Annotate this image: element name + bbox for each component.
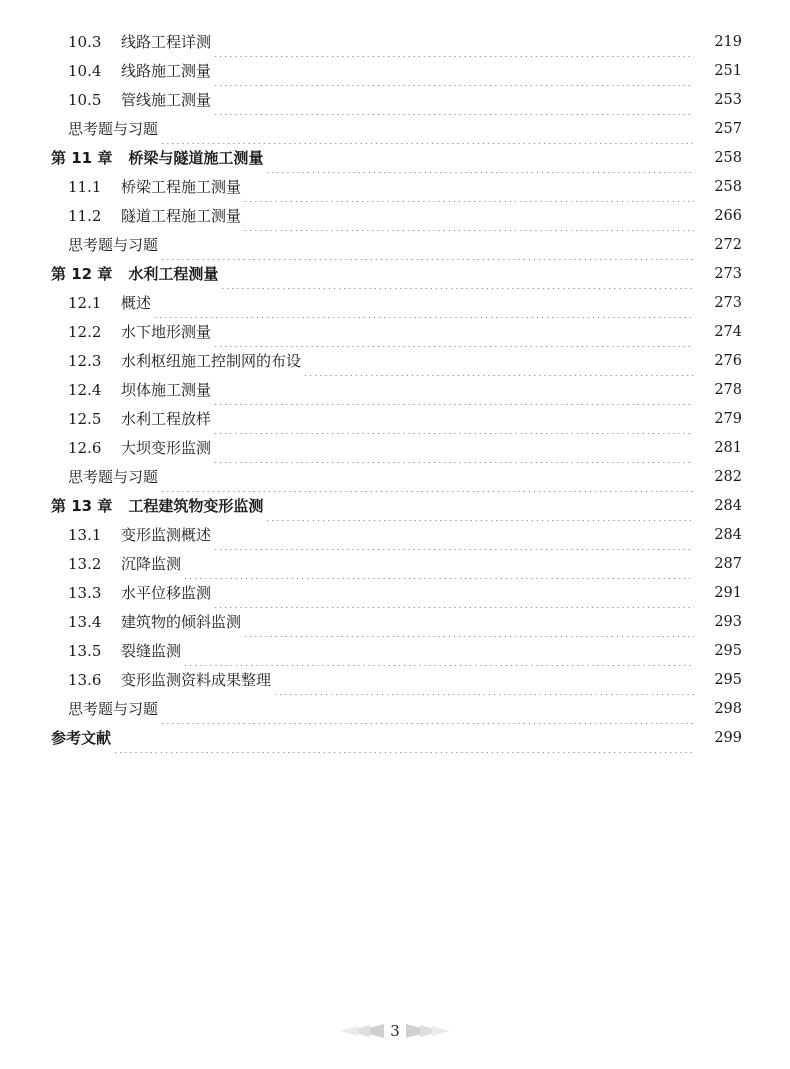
toc-entry-text (68, 608, 241, 637)
dot-leader (243, 608, 694, 637)
right-arrow-icon (406, 1023, 450, 1039)
toc-page-number: 278 (714, 382, 742, 398)
toc-entry-number: 10.5 (68, 91, 102, 109)
toc-section-row[interactable] (0, 173, 790, 202)
toc-entry-text (68, 86, 211, 115)
toc-section-row[interactable] (0, 289, 790, 318)
toc-section-row[interactable] (0, 521, 790, 550)
toc-page-number: 257 (714, 121, 742, 137)
toc-entry-title: 水下地形测量 (121, 323, 212, 341)
toc-entry-text (68, 637, 181, 666)
toc-entry-title: 沉降监测 (121, 555, 182, 573)
toc-page-number: 272 (714, 237, 742, 253)
toc-chapter-row[interactable] (0, 144, 790, 173)
dot-leader (160, 695, 694, 724)
dot-leader (213, 405, 694, 434)
toc-entry-text (51, 724, 111, 753)
toc-entry-title: 思考题与习题 (68, 120, 159, 138)
dot-leader (220, 260, 694, 289)
toc-chapter-row[interactable] (0, 260, 790, 289)
toc-entry-text (68, 434, 211, 463)
toc-entry-title: 水利工程测量 (128, 265, 219, 283)
toc-entry-text (68, 376, 211, 405)
toc-entry-title: 工程建筑物变形监测 (128, 497, 264, 515)
toc-page-number: 258 (714, 150, 742, 166)
toc-entry-text (68, 318, 211, 347)
dot-leader (213, 376, 694, 405)
toc-entry-leader (51, 260, 700, 289)
toc-page-number: 281 (714, 440, 742, 456)
toc-entry-number: 13.1 (68, 526, 102, 544)
dot-leader (183, 637, 694, 666)
toc-page-number: 273 (714, 266, 742, 282)
toc-entry-number: 13.3 (68, 584, 102, 602)
dot-leader (153, 289, 694, 318)
toc-entry-leader (68, 521, 700, 550)
toc-entry-number: 10.4 (68, 62, 102, 80)
toc-entry-leader (51, 724, 700, 753)
toc-section-row[interactable] (0, 57, 790, 86)
toc-entry-title: 裂缝监测 (121, 642, 182, 660)
toc-entry-number: 第 12 章 (51, 265, 113, 283)
toc-entry-number: 第 11 章 (51, 149, 113, 167)
dot-leader (183, 550, 694, 579)
toc-entry-leader (68, 608, 700, 637)
toc-entry-leader (51, 492, 700, 521)
toc-section-row[interactable] (0, 202, 790, 231)
toc-entry-text (68, 28, 211, 57)
toc-entry-number: 10.3 (68, 33, 102, 51)
toc-entry-number: 12.6 (68, 439, 102, 457)
toc-entry-leader (68, 318, 700, 347)
toc-page-number: 276 (714, 353, 742, 369)
toc-entry-number: 13.6 (68, 671, 102, 689)
dot-leader (243, 202, 694, 231)
toc-page-number: 284 (714, 527, 742, 543)
toc-entry-leader (68, 347, 700, 376)
toc-section-row[interactable] (0, 86, 790, 115)
toc-entry-leader (68, 550, 700, 579)
toc-entry-leader (68, 173, 700, 202)
toc-entry-title: 隧道工程施工测量 (121, 207, 242, 225)
toc-entry-leader (68, 202, 700, 231)
toc-entry-number: 第 13 章 (51, 497, 113, 515)
table-of-contents (0, 28, 790, 753)
toc-page-number: 291 (714, 585, 742, 601)
dot-leader (213, 579, 694, 608)
toc-entry-number: 12.3 (68, 352, 102, 370)
toc-entry-text (68, 550, 181, 579)
toc-entry-title: 水平位移监测 (121, 584, 212, 602)
toc-page-number: 251 (714, 63, 742, 79)
toc-page-number: 282 (714, 469, 742, 485)
toc-section-row[interactable] (0, 637, 790, 666)
toc-entry-title: 变形监测资料成果整理 (121, 671, 272, 689)
dot-leader (213, 318, 694, 347)
toc-entry-number: 12.4 (68, 381, 102, 399)
left-arrow-icon (340, 1023, 384, 1039)
toc-entry-title: 概述 (121, 294, 152, 312)
toc-entry-leader (68, 376, 700, 405)
toc-section-row[interactable] (0, 376, 790, 405)
toc-entry-number: 12.1 (68, 294, 102, 312)
toc-entry-title: 思考题与习题 (68, 468, 159, 486)
dot-leader (273, 666, 694, 695)
toc-page-number: 273 (714, 295, 742, 311)
dot-leader (265, 144, 694, 173)
toc-entry-title: 水利枢纽施工控制网的布设 (121, 352, 302, 370)
toc-entry-leader (68, 695, 700, 724)
toc-page-number: 266 (714, 208, 742, 224)
toc-entry-leader (68, 579, 700, 608)
toc-entry-text (68, 173, 241, 202)
toc-entry-text (68, 231, 158, 260)
toc-section-row[interactable] (0, 405, 790, 434)
toc-reference-row[interactable] (0, 724, 790, 753)
toc-entry-number: 13.2 (68, 555, 102, 573)
dot-leader (303, 347, 694, 376)
toc-entry-text (68, 463, 158, 492)
toc-entry-number: 13.4 (68, 613, 102, 631)
toc-entry-leader (68, 637, 700, 666)
dot-leader (213, 434, 694, 463)
toc-entry-text (68, 405, 211, 434)
toc-entry-text (68, 666, 271, 695)
page-footer (0, 1020, 790, 1042)
toc-entry-leader (68, 405, 700, 434)
toc-entry-text (68, 579, 211, 608)
toc-entry-text (68, 115, 158, 144)
toc-entry-leader (68, 666, 700, 695)
toc-page-number: 293 (714, 614, 742, 630)
toc-entry-title: 思考题与习题 (68, 236, 159, 254)
toc-entry-leader (68, 28, 700, 57)
toc-section-row[interactable] (0, 28, 790, 57)
toc-section-row[interactable] (0, 347, 790, 376)
toc-page-number: 219 (714, 34, 742, 50)
toc-page-number: 287 (714, 556, 742, 572)
toc-entry-number: 13.5 (68, 642, 102, 660)
toc-entry-leader (68, 434, 700, 463)
toc-entry-leader (51, 144, 700, 173)
toc-section-row[interactable] (0, 666, 790, 695)
page-number: 3 (390, 1022, 400, 1040)
toc-entry-text (68, 695, 158, 724)
dot-leader (213, 28, 694, 57)
toc-entry-number: 12.2 (68, 323, 102, 341)
toc-entry-title: 桥梁与隧道施工测量 (128, 149, 264, 167)
toc-entry-leader (68, 115, 700, 144)
toc-entry-text (68, 202, 241, 231)
toc-page-number: 298 (714, 701, 742, 717)
toc-exercise-row[interactable] (0, 463, 790, 492)
toc-entry-leader (68, 86, 700, 115)
dot-leader (243, 173, 694, 202)
toc-exercise-row[interactable] (0, 231, 790, 260)
toc-entry-text (68, 347, 301, 376)
toc-entry-text (68, 521, 211, 550)
toc-page-number: 274 (714, 324, 742, 340)
toc-page-number: 284 (714, 498, 742, 514)
toc-entry-text (51, 260, 218, 289)
toc-page-number: 279 (714, 411, 742, 427)
toc-entry-title: 坝体施工测量 (121, 381, 212, 399)
toc-entry-title: 变形监测概述 (121, 526, 212, 544)
toc-entry-title: 大坝变形监测 (121, 439, 212, 457)
toc-page-number: 299 (714, 730, 742, 746)
toc-entry-text (51, 144, 263, 173)
toc-entry-title: 思考题与习题 (68, 700, 159, 718)
dot-leader (213, 57, 694, 86)
toc-exercise-row[interactable] (0, 115, 790, 144)
toc-entry-leader (68, 463, 700, 492)
toc-entry-title: 线路工程详测 (121, 33, 212, 51)
toc-page-number: 253 (714, 92, 742, 108)
dot-leader (160, 463, 694, 492)
dot-leader (265, 492, 694, 521)
dot-leader (213, 86, 694, 115)
toc-section-row[interactable] (0, 318, 790, 347)
toc-entry-text (68, 289, 151, 318)
toc-entry-title: 管线施工测量 (121, 91, 212, 109)
toc-section-row[interactable] (0, 579, 790, 608)
toc-entry-leader (68, 231, 700, 260)
dot-leader (160, 231, 694, 260)
toc-entry-title: 建筑物的倾斜监测 (121, 613, 242, 631)
toc-entry-leader (68, 289, 700, 318)
toc-entry-title: 参考文献 (51, 729, 112, 747)
toc-page-number: 295 (714, 672, 742, 688)
toc-exercise-row[interactable] (0, 695, 790, 724)
dot-leader (160, 115, 694, 144)
toc-entry-number: 11.2 (68, 207, 102, 225)
toc-section-row[interactable] (0, 550, 790, 579)
toc-entry-title: 桥梁工程施工测量 (121, 178, 242, 196)
toc-entry-leader (68, 57, 700, 86)
dot-leader (113, 724, 694, 753)
toc-section-row[interactable] (0, 608, 790, 637)
toc-section-row[interactable] (0, 434, 790, 463)
toc-entry-number: 11.1 (68, 178, 102, 196)
toc-entry-text (51, 492, 263, 521)
toc-entry-title: 线路施工测量 (121, 62, 212, 80)
toc-entry-number: 12.5 (68, 410, 102, 428)
toc-entry-title: 水利工程放样 (121, 410, 212, 428)
toc-entry-text (68, 57, 211, 86)
toc-page-number: 258 (714, 179, 742, 195)
toc-chapter-row[interactable] (0, 492, 790, 521)
toc-page-number: 295 (714, 643, 742, 659)
dot-leader (213, 521, 694, 550)
